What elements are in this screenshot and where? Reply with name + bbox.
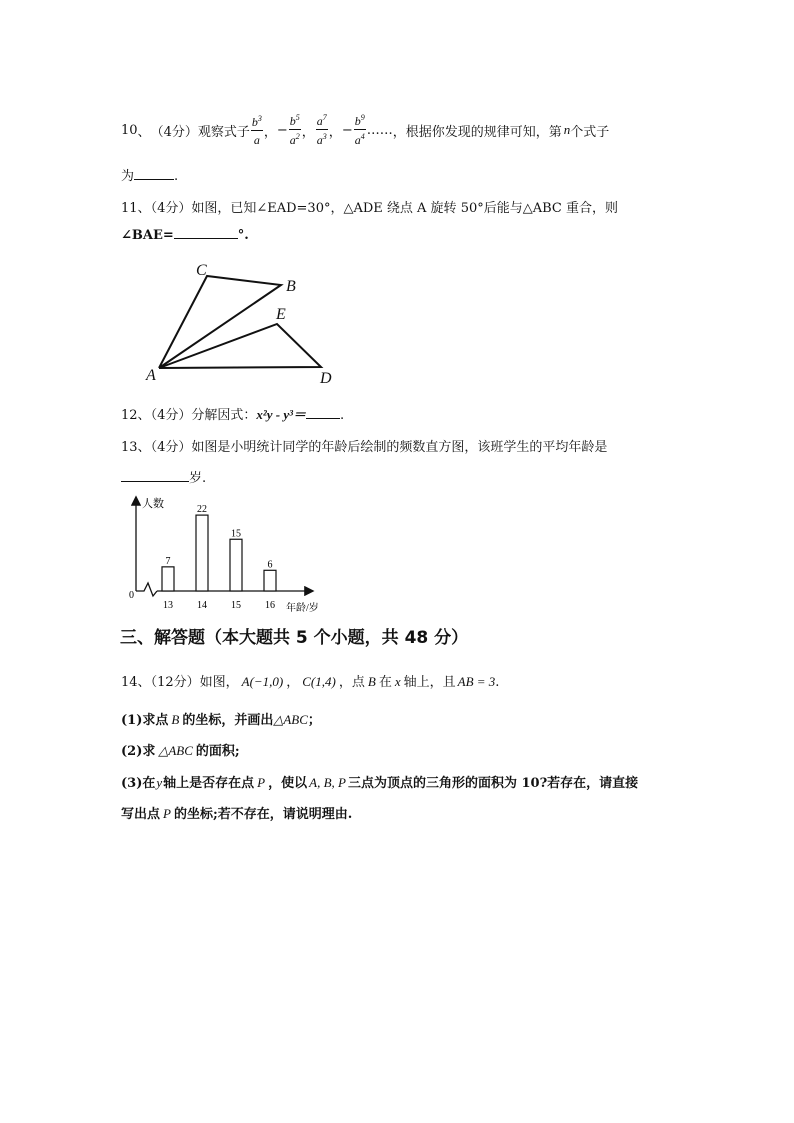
- histogram-tick-label: 13: [163, 600, 173, 611]
- q12-answer-blank[interactable]: [306, 417, 340, 419]
- q11-sep: 、: [137, 201, 151, 216]
- q13-line2: [121, 467, 206, 486]
- q14-text-c: 在: [378, 675, 392, 690]
- q14-sub3-a: (3)在: [121, 776, 156, 791]
- q14-sep: 、: [137, 675, 151, 690]
- q13-text: 如图是小明统计同学的年龄后绘制的频数直方图，该班学生的平均年龄是: [191, 440, 608, 455]
- q14-sub3-c: ，使以: [268, 776, 308, 791]
- q10-n: n: [563, 122, 571, 137]
- q10-fraction-numerator: $a^7$: [316, 113, 327, 128]
- q14-sub3-line2-p: P: [163, 806, 171, 821]
- q14-sub3-y: y: [156, 775, 163, 790]
- q12-text: 分解因式：: [191, 408, 257, 423]
- label-C: C: [196, 262, 207, 279]
- q10-term-sign: −: [341, 122, 353, 138]
- q10-fraction-numerator: $b^3$: [251, 113, 262, 129]
- q12-end: .: [340, 408, 345, 423]
- q14-sub1-b: 的坐标，并画出: [182, 713, 274, 728]
- label-E: E: [276, 306, 286, 323]
- q10-fraction: [354, 114, 366, 146]
- label-A: A: [146, 367, 156, 384]
- q10-fraction-denominator: $a^2$: [289, 132, 300, 147]
- q10-line2: [121, 165, 178, 184]
- histogram-bar-13: [162, 567, 174, 591]
- histogram-data-label: 22: [197, 504, 207, 516]
- q13-score: （4分）: [150, 440, 192, 455]
- q10-fraction: [316, 114, 328, 146]
- triangle-abc-outline: [159, 276, 281, 368]
- q10-fraction-denominator: $a^4$: [354, 132, 365, 147]
- q14-text-e: .: [495, 675, 500, 690]
- q13-line2-end: 岁.: [189, 471, 207, 486]
- q11-line2: [121, 228, 249, 243]
- histogram-bar-15: [230, 539, 242, 591]
- q10-term-separator: ，: [263, 124, 277, 140]
- q14-var-x: x: [394, 674, 401, 689]
- histogram-bar-16: [264, 570, 276, 591]
- q14-sub3-line2-a: 写出点: [121, 807, 161, 822]
- q12-score: （4分）: [150, 408, 192, 423]
- q11-line2-prefix: ∠BAE=: [121, 228, 174, 243]
- q11-figure-lines: [159, 276, 321, 368]
- q10-term-sign: −: [276, 122, 288, 138]
- q14-sub3-d: 三点为顶点的三角形的面积为 10?若存在，请直接: [347, 776, 639, 791]
- q10-fraction-numerator: $b^5$: [289, 113, 300, 128]
- q10-tail2: 个式子: [570, 124, 610, 140]
- q13-number: 13: [121, 440, 138, 455]
- q10-fraction: [251, 115, 263, 146]
- q14-sub1-a: (1)求点: [121, 713, 169, 728]
- q10-sep: 、: [137, 124, 151, 140]
- q10-ellipsis: ……: [366, 122, 393, 138]
- q14-sub1-b-var: B: [171, 712, 180, 727]
- histogram-y-label: 人数: [142, 498, 164, 510]
- q14-sub3-points: A, B, P: [309, 775, 346, 790]
- q10-line2-prefix: 为: [121, 169, 135, 184]
- q11-score: （4分）: [150, 201, 192, 216]
- q13-histogram: [120, 492, 340, 616]
- q14-sub2: [121, 740, 240, 759]
- q10-line1: [121, 114, 609, 146]
- q14-text-d: 轴上，且: [403, 675, 456, 690]
- histogram-data-label: 6: [267, 559, 273, 571]
- q11-number: 11: [121, 201, 138, 216]
- q10-number: 10: [121, 122, 138, 138]
- q14-line1: [121, 671, 499, 690]
- q14-sub1: [121, 709, 321, 728]
- q11-triangle-figure: [140, 258, 340, 388]
- q14-sub3-line2: [121, 803, 352, 822]
- q14-sub3-p: P: [257, 775, 266, 790]
- histogram-bar-14: [196, 515, 208, 591]
- q14-sub1-c: ；: [307, 713, 321, 728]
- q14-point-a: A(−1,0): [241, 674, 284, 689]
- q13-sep: 、: [137, 440, 151, 455]
- q10-fraction-denominator: a: [253, 132, 260, 147]
- q14-ab: AB = 3: [457, 674, 496, 689]
- q14-comma: ，: [286, 675, 300, 690]
- q11-line2-end: °.: [237, 228, 249, 243]
- q10-fraction: [289, 114, 301, 146]
- q12-sep: 、: [137, 408, 151, 423]
- q10-lead: 观察式子: [197, 124, 250, 140]
- q14-sub1-triangle: △ABC: [273, 712, 308, 727]
- q10-term-separator: ，: [328, 124, 342, 140]
- q14-sub2-b: 的面积;: [195, 744, 240, 759]
- q10-line2-end: .: [174, 169, 179, 184]
- triangle-ade-outline: [159, 324, 321, 368]
- q14-sub2-a: (2)求: [121, 744, 156, 759]
- q14-text-a: 如图，: [199, 675, 239, 690]
- histogram-tick-label: 14: [197, 600, 207, 611]
- q14-score: （12分）: [150, 675, 200, 690]
- q13-answer-blank[interactable]: [121, 480, 189, 482]
- q14-point-c: C(1,4): [302, 674, 336, 689]
- q10-tail: ，根据你发现的规律可知，第: [392, 124, 562, 140]
- q12-expression: x²y - y³＝: [256, 407, 307, 422]
- histogram-origin-label: 0: [129, 590, 134, 601]
- q14-sub3-line2-b: 的坐标;若不存在，请说明理由.: [173, 807, 353, 822]
- q10-fraction-denominator: $a^3$: [316, 132, 327, 147]
- q13-line1: [121, 436, 607, 455]
- q14-sub2-triangle: △ABC: [158, 743, 193, 758]
- histogram-data-label: 15: [231, 528, 241, 540]
- label-B: B: [286, 278, 296, 295]
- section-3-title: 三、解答题（本大题共 5 个小题，共 48 分）: [120, 628, 469, 648]
- q14-sub3-b: 轴上是否存在点: [163, 776, 255, 791]
- q10-terms: [250, 114, 367, 146]
- q12-line: [121, 404, 344, 423]
- q11-line1: [121, 197, 618, 216]
- label-D: D: [320, 370, 332, 387]
- q11-text: 如图，已知∠EAD=30°，△ADE 绕点 A 旋转 50°后能与△ABC 重合，则: [191, 201, 618, 216]
- q12-number: 12: [121, 408, 138, 423]
- q10-score: （4分）: [150, 124, 198, 140]
- q10-answer-blank[interactable]: [134, 178, 174, 180]
- histogram-tick-label: 16: [265, 600, 275, 611]
- histogram-axis-break: [136, 583, 157, 596]
- q14-number: 14: [121, 675, 138, 690]
- histogram-x-label: 年龄/岁: [286, 603, 319, 614]
- q14-var-b: B: [367, 674, 376, 689]
- q10-term-separator: ，: [301, 124, 315, 140]
- q14-sub3-line1: [121, 772, 638, 791]
- q14-text-b: ，点: [338, 675, 365, 690]
- q10-fraction-numerator: $b^9$: [354, 113, 365, 128]
- histogram-tick-label: 15: [231, 600, 241, 611]
- histogram-data-label: 7: [165, 555, 171, 567]
- q11-answer-blank[interactable]: [174, 237, 238, 239]
